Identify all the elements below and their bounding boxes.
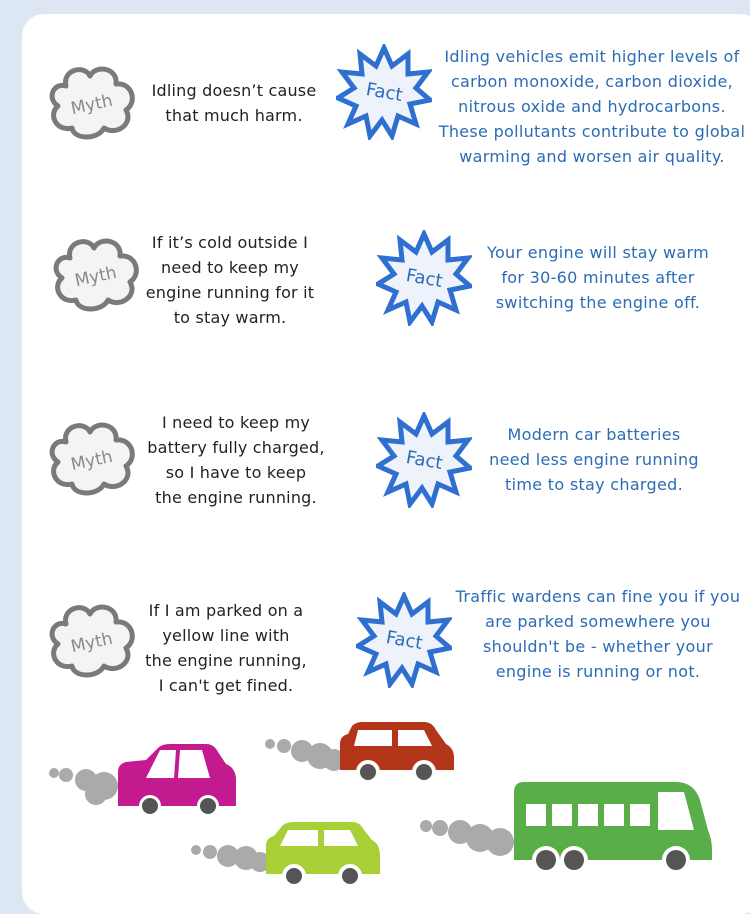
myth-line: to stay warm. (173, 308, 287, 327)
fact-line: nitrous oxide and hydrocarbons. (458, 97, 726, 116)
fact-label: Fact (364, 78, 405, 107)
fact-line: shouldn't be - whether your (483, 637, 713, 656)
fact-label: Fact (384, 626, 425, 655)
myth-line: I can't get fined. (158, 676, 294, 695)
myth-line: If I am parked on a (148, 601, 304, 620)
myth-line: the engine running, (145, 651, 307, 670)
fact-line: switching the engine off. (495, 293, 701, 312)
myth-line: the engine running. (155, 488, 317, 507)
fact-line: for 30-60 minutes after (501, 268, 695, 287)
myth-line: battery fully charged, (147, 438, 325, 457)
myth-line: engine running for it (145, 283, 315, 302)
exhaust-smoke-icon (265, 739, 345, 771)
exhaust-smoke-icon (49, 768, 118, 805)
fact-line: time to stay charged. (505, 475, 683, 494)
fact-line: Idling vehicles emit higher levels of (444, 47, 740, 66)
pink-car-icon (118, 744, 236, 817)
myth-label: Myth (69, 628, 115, 658)
myth-line: that much harm. (165, 106, 303, 125)
myth-line: I need to keep my (161, 413, 311, 432)
myth-line: so I have to keep (165, 463, 307, 482)
lime-car-icon (266, 822, 380, 888)
myth-line: need to keep my (161, 258, 299, 277)
fact-line: Modern car batteries (507, 425, 681, 444)
fact-line: are parked somewhere you (485, 612, 711, 631)
exhaust-smoke-icon (420, 820, 514, 856)
myth-line: Idling doesn’t cause (151, 81, 317, 100)
fact-label: Fact (404, 446, 445, 475)
green-bus-icon (514, 782, 712, 874)
fact-line: Traffic wardens can fine you if you (455, 587, 741, 606)
myth-label: Myth (73, 262, 119, 292)
fact-label: Fact (404, 264, 445, 293)
fact-line: need less engine running (489, 450, 699, 469)
myth-line: If it’s cold outside I (151, 233, 309, 252)
fact-line: Your engine will stay warm (487, 243, 709, 262)
myth-label: Myth (69, 446, 115, 476)
myth-line: yellow line with (162, 626, 290, 645)
myth-label: Myth (69, 90, 115, 120)
exhaust-smoke-icon (191, 845, 270, 872)
red-car-icon (340, 722, 454, 784)
fact-line: engine is running or not. (495, 662, 701, 681)
fact-line: These pollutants contribute to global (438, 122, 746, 141)
fact-line: warming and worsen air quality. (459, 147, 725, 166)
fact-line: carbon monoxide, carbon dioxide, (450, 72, 734, 91)
